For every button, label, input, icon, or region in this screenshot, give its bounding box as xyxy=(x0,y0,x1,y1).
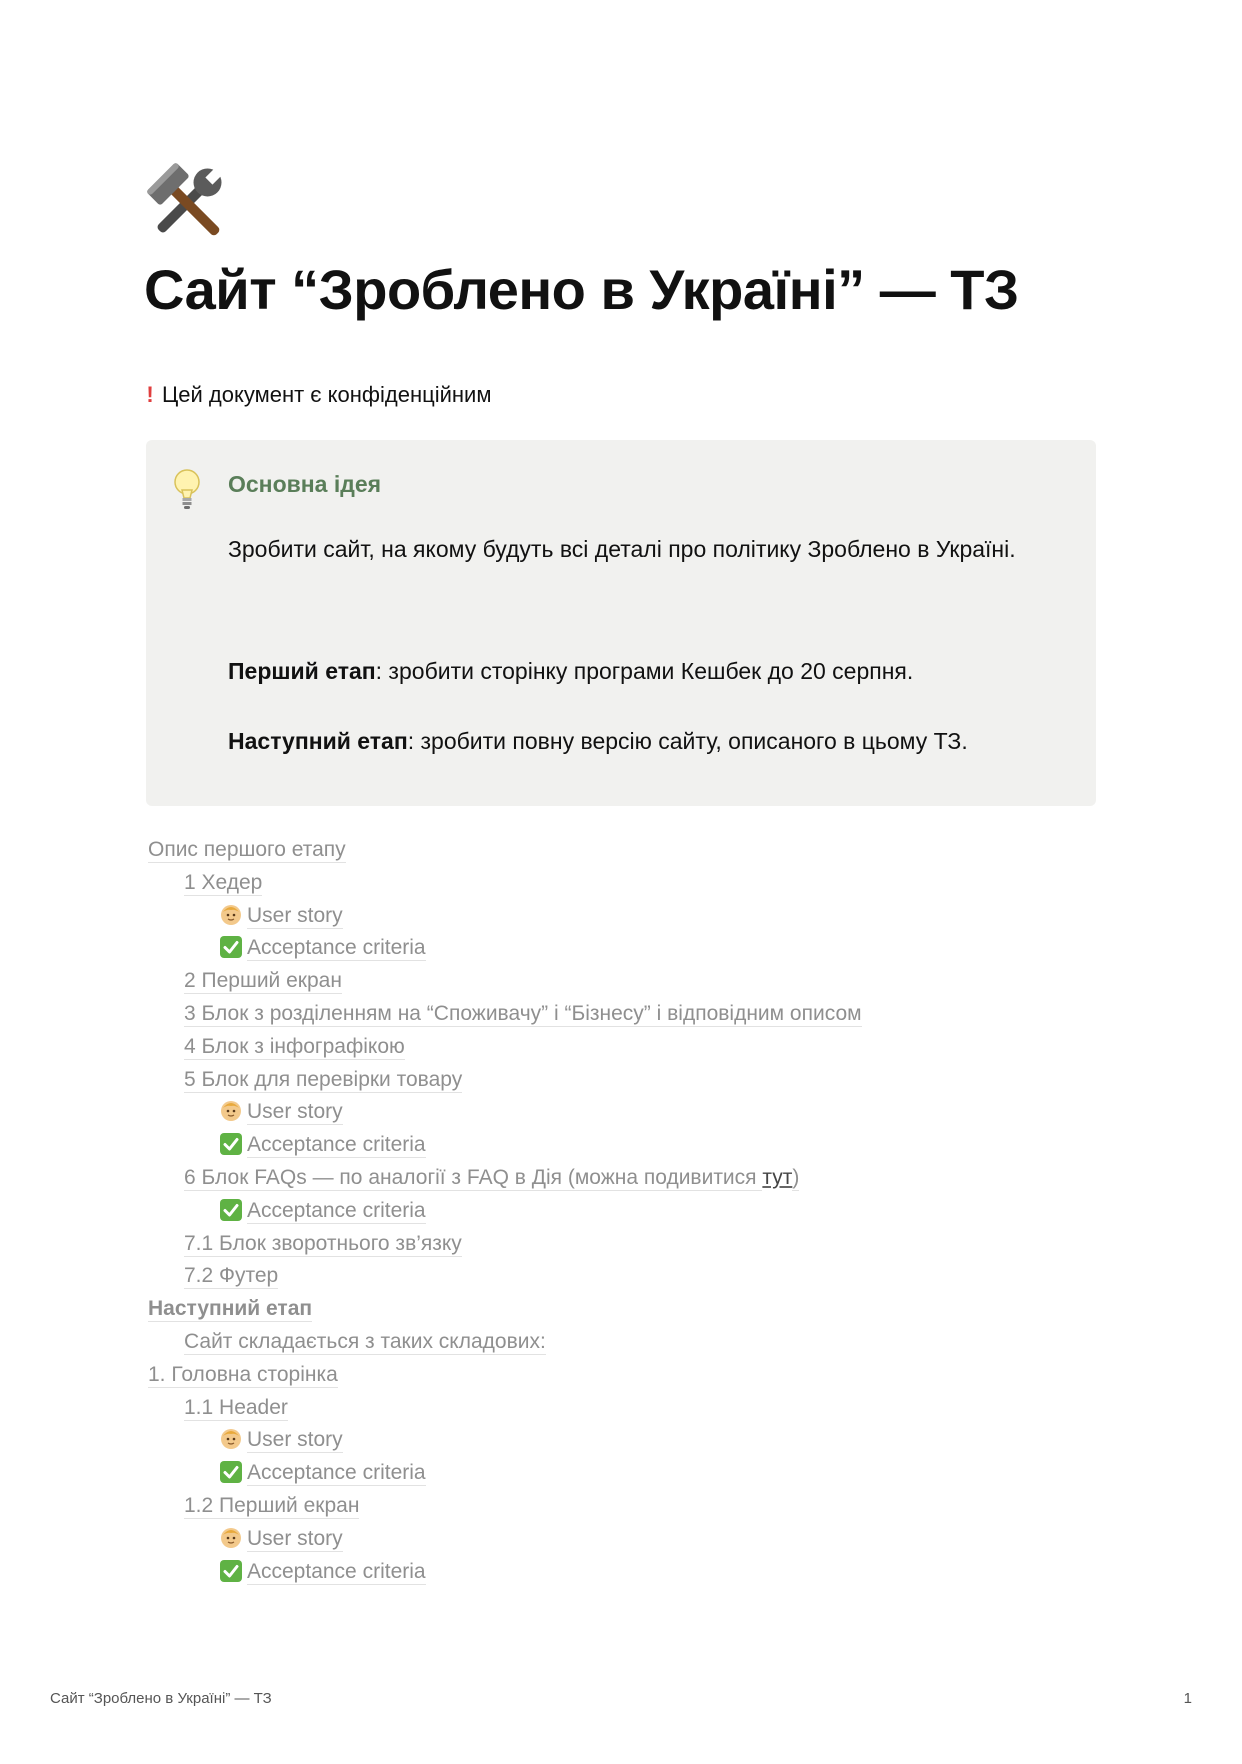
toc-item[interactable] xyxy=(220,934,426,962)
toc-item[interactable] xyxy=(220,1098,343,1126)
toc-item-label: User story xyxy=(247,903,343,927)
toc-item[interactable] xyxy=(184,1066,462,1094)
toc-item-label: Сайт складається з таких складових: xyxy=(184,1330,546,1353)
toc-item-label: 7.2 Футер xyxy=(184,1264,279,1288)
toc-item-label: Acceptance criteria xyxy=(247,936,426,960)
toc-item[interactable] xyxy=(220,1131,426,1159)
toc-item[interactable] xyxy=(184,1033,405,1061)
page-title: Сайт “Зроблено в Україні” — ТЗ xyxy=(144,258,1019,321)
toc-item-label: 2 Перший екран xyxy=(184,969,342,993)
toc-item-label: User story xyxy=(247,1526,343,1550)
toc-item[interactable] xyxy=(148,1295,312,1323)
toc-item[interactable] xyxy=(184,1262,278,1290)
hammer-and-wrench-icon xyxy=(142,158,232,248)
toc-item-label: Acceptance criteria xyxy=(247,1133,426,1157)
toc-item-suffix: ) xyxy=(792,1166,800,1189)
toc-item-label: User story xyxy=(247,1428,343,1452)
toc-item-label: Наступний етап xyxy=(148,1297,313,1321)
toc-item-label: Acceptance criteria xyxy=(247,1198,426,1222)
person-icon xyxy=(220,1527,242,1549)
stage-2-text: : зробити повну версію сайту, описаного в цьому ТЗ. xyxy=(407,728,968,754)
light-bulb-icon xyxy=(172,468,202,512)
callout-stage-1 xyxy=(228,654,1048,689)
toc-item-label: 1 Хедер xyxy=(184,870,263,894)
toc-item[interactable] xyxy=(220,1558,426,1586)
exclamation-icon: ! xyxy=(146,382,154,407)
callout-heading: Основна ідея xyxy=(228,471,382,497)
person-icon xyxy=(220,904,242,926)
main-idea-callout xyxy=(146,440,1096,806)
callout-intro: Зробити сайт, на якому будуть всі деталі про політику Зроблено в Україні. xyxy=(228,536,1016,562)
notice-text: Цей документ є конфіденційним xyxy=(162,382,492,407)
toc-item[interactable] xyxy=(148,836,346,864)
toc-item-label: User story xyxy=(247,1100,343,1124)
toc-inline-link[interactable]: тут xyxy=(762,1166,793,1189)
toc-item-label: Acceptance criteria xyxy=(247,1559,426,1583)
toc-item[interactable] xyxy=(184,1164,799,1192)
toc-item[interactable] xyxy=(184,1394,288,1422)
stage-2-label: Наступний етап xyxy=(228,728,408,754)
toc-item[interactable] xyxy=(220,1459,426,1487)
toc-item[interactable] xyxy=(184,1492,359,1520)
check-box-icon xyxy=(220,1133,242,1155)
confidential-notice xyxy=(146,380,491,410)
footer-page-number: 1 xyxy=(1183,1690,1192,1707)
check-box-icon xyxy=(220,936,242,958)
toc-item-label: 3 Блок з розділенням на “Споживачу” і “Бізнесу” і відповідним описом xyxy=(184,1002,862,1025)
toc-item-label: 1. Головна сторінка xyxy=(148,1362,338,1386)
footer-title: Сайт “Зроблено в Україні” — ТЗ xyxy=(50,1690,272,1707)
toc-item-label: Acceptance criteria xyxy=(247,1461,426,1485)
check-box-icon xyxy=(220,1199,242,1221)
toc-item-label: 4 Блок з інфографікою xyxy=(184,1034,405,1058)
toc-item-label: 1.2 Перший екран xyxy=(184,1494,360,1517)
toc-item[interactable] xyxy=(184,1230,462,1258)
person-icon xyxy=(220,1428,242,1450)
toc-item-label: 1.1 Header xyxy=(184,1395,288,1419)
toc-item-label: 6 Блок FAQs — по аналогії з FAQ в Дія (можна подивитися xyxy=(184,1166,763,1189)
toc-item-label: 5 Блок для перевірки товару xyxy=(184,1067,463,1091)
toc-item[interactable] xyxy=(220,902,343,930)
toc-item[interactable] xyxy=(184,869,262,897)
toc-item[interactable] xyxy=(220,1197,426,1225)
stage-1-text: : зробити сторінку програми Кешбек до 20 серпня. xyxy=(375,658,914,684)
toc-item[interactable] xyxy=(220,1426,343,1454)
toc-item[interactable] xyxy=(220,1525,343,1553)
check-box-icon xyxy=(220,1461,242,1483)
person-icon xyxy=(220,1100,242,1122)
toc-item[interactable] xyxy=(184,1328,546,1356)
toc-item-label: 7.1 Блок зворотнього зв’язку xyxy=(184,1231,462,1255)
toc-item[interactable] xyxy=(184,1000,862,1028)
toc-item[interactable] xyxy=(148,1361,338,1389)
callout-stage-2 xyxy=(228,724,1048,759)
stage-1-label: Перший етап xyxy=(228,658,376,684)
toc-item-label: Опис першого етапу xyxy=(148,838,346,861)
check-box-icon xyxy=(220,1560,242,1582)
toc-item[interactable] xyxy=(184,967,342,995)
